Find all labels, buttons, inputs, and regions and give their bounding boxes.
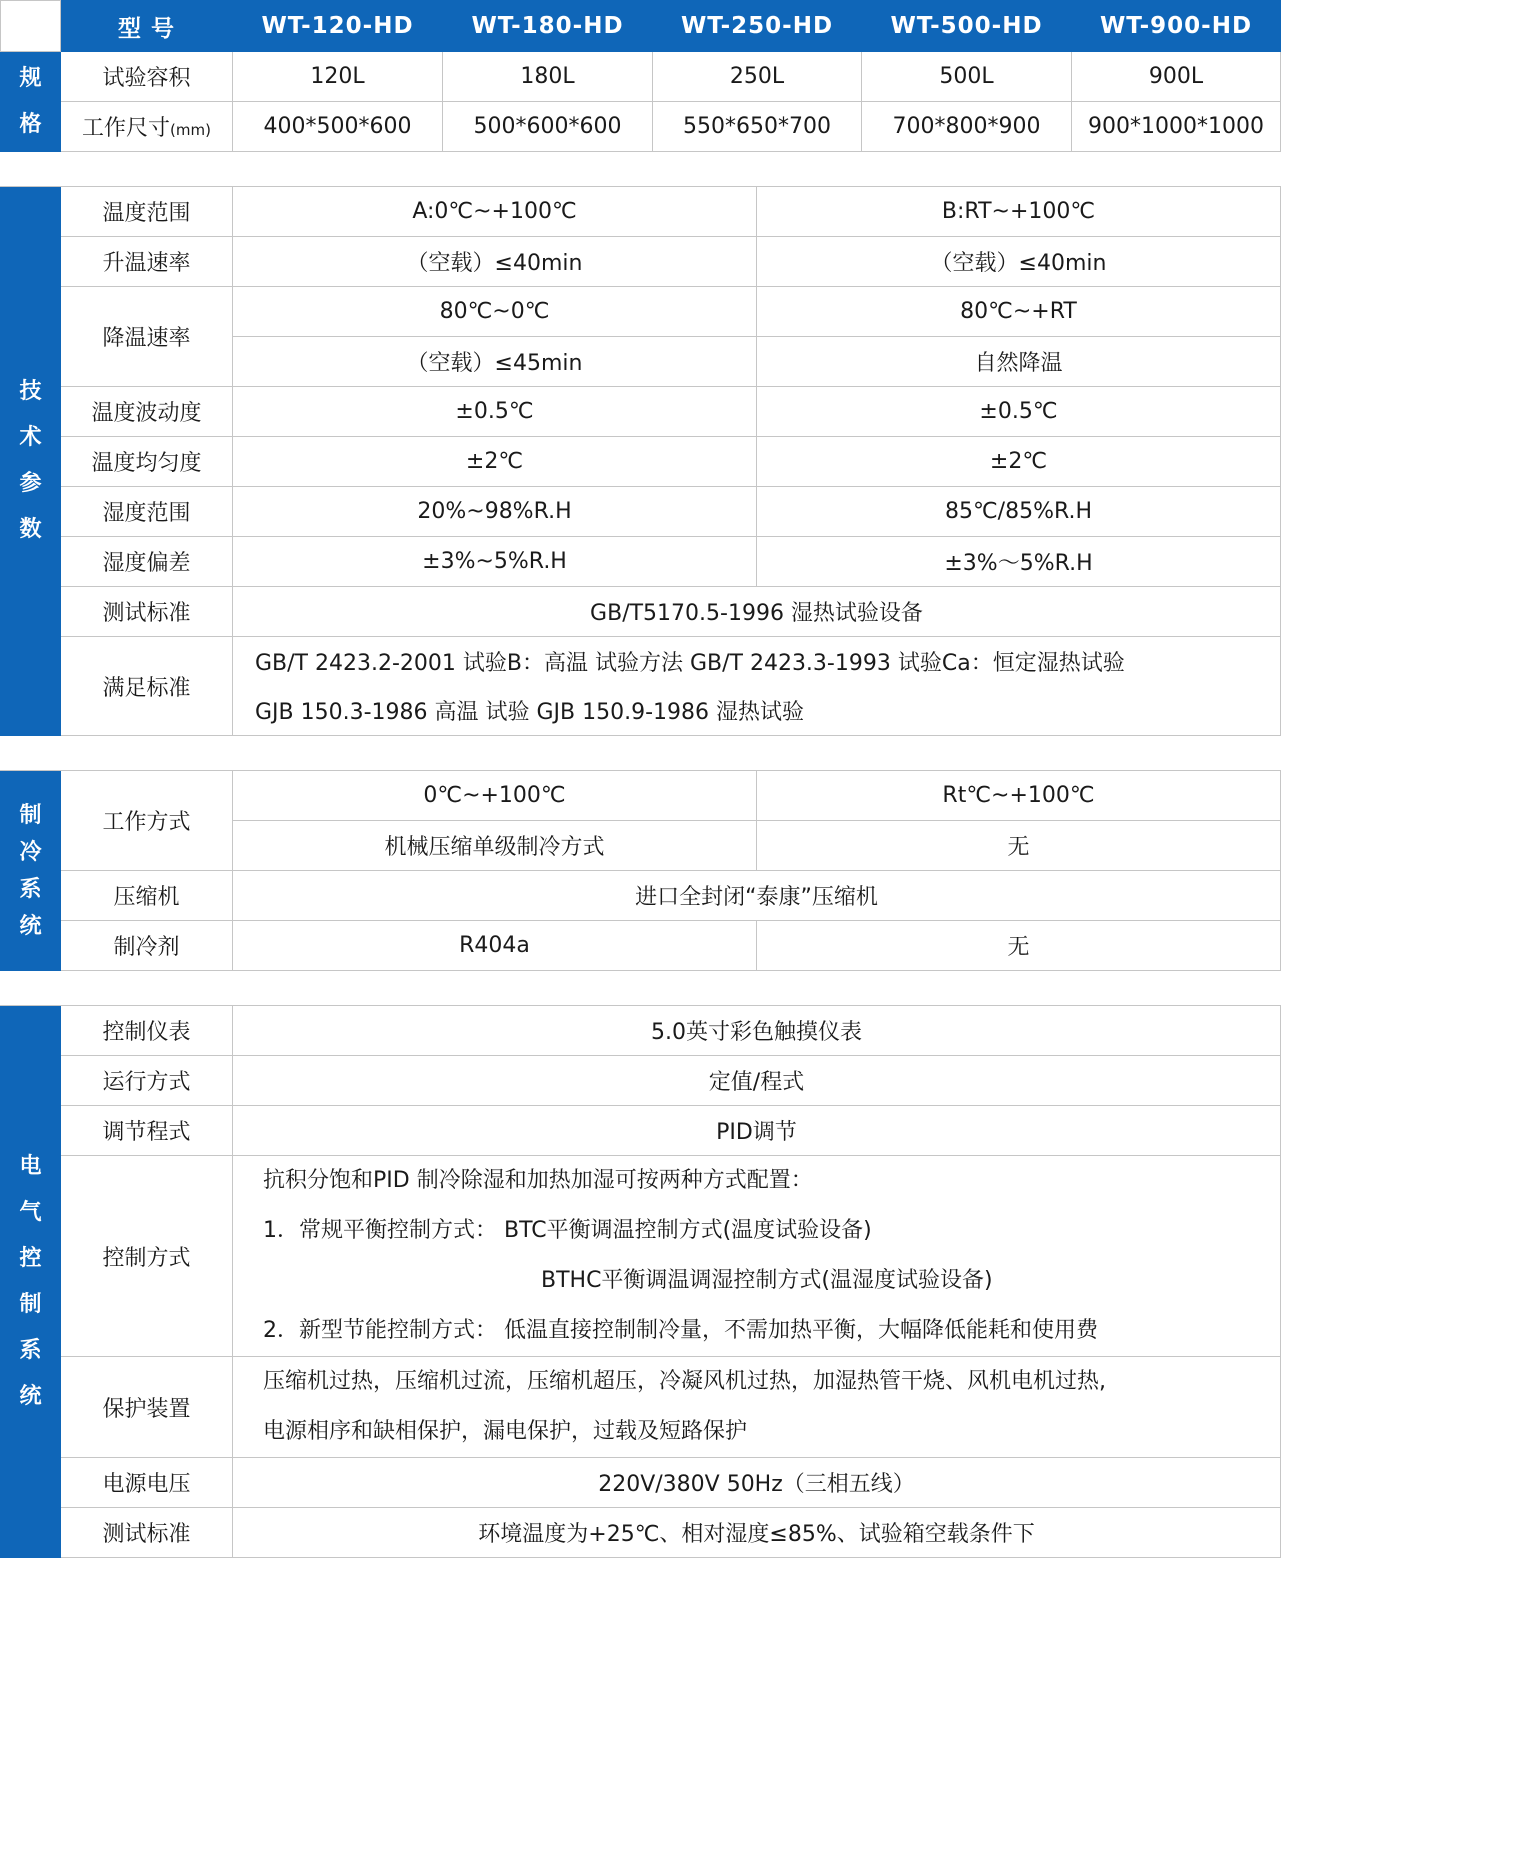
- cell-value-b: Rt℃~+100℃: [757, 771, 1281, 821]
- protection-line: 电源相序和缺相保护，漏电保护，过载及短路保护: [263, 1419, 748, 1444]
- cell-value-b: ±0.5℃: [757, 387, 1281, 437]
- cell-value-b: 无: [757, 921, 1281, 971]
- cell-value-a: 20%~98%R.H: [233, 487, 757, 537]
- row-label: 保护装置: [61, 1357, 233, 1458]
- cell-value: 900L: [1072, 52, 1281, 102]
- row-label: 测试标准: [61, 1508, 233, 1558]
- row-label: 运行方式: [61, 1056, 233, 1106]
- section-spec-label: 规格: [19, 65, 42, 137]
- heat-rate-row: [1, 237, 1281, 287]
- cell-value: 环境温度为+25℃、相对湿度≤85%、试验箱空载条件下: [233, 1508, 1281, 1558]
- section-spec: [1, 52, 61, 152]
- cell-value: PID调节: [233, 1106, 1281, 1156]
- row-label: 试验容积: [61, 52, 233, 102]
- cell-value-a: （空载）≤40min: [233, 237, 757, 287]
- control-line: 1．常规平衡控制方式： BTC平衡调温控制方式(温度试验设备): [263, 1218, 872, 1243]
- row-label: 温度范围: [61, 187, 233, 237]
- cell-value: 250L: [653, 52, 862, 102]
- control-line: 2．新型节能控制方式： 低温直接控制制冷量，不需加热平衡，大幅降低能耗和使用费: [263, 1318, 1098, 1343]
- cell-value: 900*1000*1000: [1072, 102, 1281, 152]
- section-electric: [1, 1006, 61, 1558]
- cell-value-a: 机械压缩单级制冷方式: [233, 821, 757, 871]
- cell-value: 定值/程式: [233, 1056, 1281, 1106]
- row-label: 温度均匀度: [61, 437, 233, 487]
- model-name: WT-250-HD: [653, 1, 862, 52]
- protection-cell: [233, 1357, 1281, 1458]
- row-label: 控制仪表: [61, 1006, 233, 1056]
- model-name: WT-120-HD: [233, 1, 443, 52]
- cell-value: GB/T5170.5-1996 湿热试验设备: [233, 587, 1281, 637]
- power-row: [1, 1458, 1281, 1508]
- cell-value-b: B:RT~+100℃: [757, 187, 1281, 237]
- row-label: 湿度偏差: [61, 537, 233, 587]
- cell-value: 700*800*900: [862, 102, 1072, 152]
- work-mode-row: [1, 771, 1281, 821]
- cell-value-b: 自然降温: [757, 337, 1281, 387]
- section-tech-label: 技术参数: [19, 379, 42, 542]
- meet-std-line: GB/T 2423.2-2001 试验B：高温 试验方法 GB/T 2423.3-1993 试验Ca：恒定湿热试验: [233, 637, 1281, 687]
- section-cooling: [1, 771, 61, 971]
- cell-value-a: 80℃~0℃: [233, 287, 757, 337]
- cell-value: 400*500*600: [233, 102, 443, 152]
- cell-value-b: 85℃/85%R.H: [757, 487, 1281, 537]
- control-line: 抗积分饱和PID 制冷除湿和加热加湿可按两种方式配置：: [263, 1168, 813, 1193]
- meet-std-row: [1, 637, 1281, 687]
- row-label: 压缩机: [61, 871, 233, 921]
- model-name: WT-500-HD: [862, 1, 1072, 52]
- test-cond-row: [1, 1508, 1281, 1558]
- model-name: WT-180-HD: [443, 1, 653, 52]
- adjust-row: [1, 1106, 1281, 1156]
- run-mode-row: [1, 1056, 1281, 1106]
- cell-value-a: ±0.5℃: [233, 387, 757, 437]
- header-row: [1, 1, 1281, 52]
- cell-value-a: 0℃~+100℃: [233, 771, 757, 821]
- row-label: 控制方式: [61, 1156, 233, 1357]
- spacer-row: [1, 152, 1281, 187]
- cell-value: 500*600*600: [443, 102, 653, 152]
- cell-value: 180L: [443, 52, 653, 102]
- test-std-row: [1, 587, 1281, 637]
- size-row: [1, 102, 1281, 152]
- control-row: [1, 1156, 1281, 1357]
- cell-value-b: ±2℃: [757, 437, 1281, 487]
- cool-rate-row: [1, 287, 1281, 337]
- volume-row: [1, 52, 1281, 102]
- cell-value-b: 无: [757, 821, 1281, 871]
- header-corner: [1, 1, 61, 52]
- spacer: [1, 971, 1281, 1006]
- row-label: 工作方式: [61, 771, 233, 871]
- cell-value: 220V/380V 50Hz（三相五线）: [233, 1458, 1281, 1508]
- humid-range-row: [1, 487, 1281, 537]
- protection-row: [1, 1357, 1281, 1458]
- cell-value-a: R404a: [233, 921, 757, 971]
- temp-fluct-row: [1, 387, 1281, 437]
- control-cell: [233, 1156, 1281, 1357]
- row-label: 湿度范围: [61, 487, 233, 537]
- cell-value-a: A:0℃~+100℃: [233, 187, 757, 237]
- cell-value-a: （空载）≤45min: [233, 337, 757, 387]
- section-electric-label: 电气控制系统: [19, 1153, 42, 1409]
- model-name: WT-900-HD: [1072, 1, 1281, 52]
- refrigerant-row: [1, 921, 1281, 971]
- row-label: 满足标准: [61, 637, 233, 736]
- cell-value-b: （空载）≤40min: [757, 237, 1281, 287]
- cell-value-a: ±3%~5%R.H: [233, 537, 757, 587]
- unit-label: (mm): [170, 121, 211, 139]
- cell-value: 500L: [862, 52, 1072, 102]
- control-line: BTHC平衡调温调湿控制方式(温湿度试验设备): [541, 1268, 993, 1293]
- spacer: [1, 736, 1281, 771]
- controller-row: [1, 1006, 1281, 1056]
- spacer: [1, 152, 1281, 187]
- row-label-cell: [61, 102, 233, 152]
- row-label: 测试标准: [61, 587, 233, 637]
- cell-value: 进口全封闭“泰康”压缩机: [233, 871, 1281, 921]
- cell-value: 120L: [233, 52, 443, 102]
- row-label: 温度波动度: [61, 387, 233, 437]
- spacer-row: [1, 971, 1281, 1006]
- cell-value-b: ±3%～5%R.H: [757, 537, 1281, 587]
- spacer-row: [1, 736, 1281, 771]
- row-label: 制冷剂: [61, 921, 233, 971]
- humid-dev-row: [1, 537, 1281, 587]
- cell-value: 550*650*700: [653, 102, 862, 152]
- cell-value-b: 80℃~+RT: [757, 287, 1281, 337]
- row-label: 降温速率: [61, 287, 233, 387]
- meet-std-line: GJB 150.3-1986 高温 试验 GJB 150.9-1986 湿热试验: [233, 686, 1281, 736]
- cell-value-a: ±2℃: [233, 437, 757, 487]
- row-label: 调节程式: [61, 1106, 233, 1156]
- model-label: 型 号: [61, 1, 233, 52]
- row-label: 升温速率: [61, 237, 233, 287]
- temp-range-row: [1, 187, 1281, 237]
- section-tech: [1, 187, 61, 736]
- protection-line: 压缩机过热，压缩机过流，压缩机超压，冷凝风机过热，加湿热管干烧、风机电机过热,: [263, 1369, 1106, 1394]
- row-label: 电源电压: [61, 1458, 233, 1508]
- cell-value: 5.0英寸彩色触摸仪表: [233, 1006, 1281, 1056]
- row-label: 工作尺寸: [82, 116, 171, 141]
- compressor-row: [1, 871, 1281, 921]
- section-cooling-label: 制冷系统: [19, 802, 42, 939]
- temp-uniform-row: [1, 437, 1281, 487]
